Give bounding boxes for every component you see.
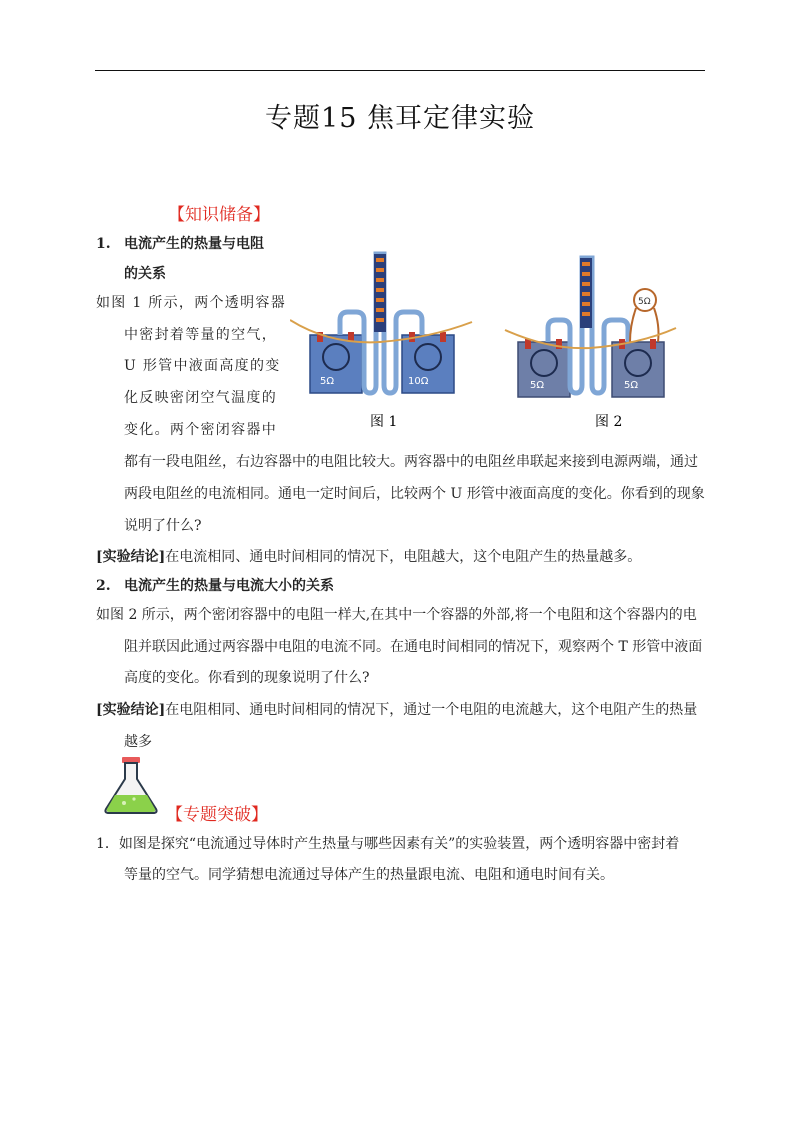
- item1-heading-cont: 的关系: [124, 266, 166, 282]
- fig1-left-label: 5Ω: [320, 376, 335, 387]
- item1-line: 化反映密闭空气温度的: [124, 390, 277, 406]
- item1-line: 说明了什么?: [124, 518, 202, 534]
- item2-line: 阻并联因此通过两容器中电阻的电流不同。在通电时间相同的情况下，观察两个 T 形管中液面: [124, 639, 703, 655]
- item1-line: 中密封着等量的空气，: [124, 327, 277, 343]
- item1-line: 如图 1 所示，两个透明容器: [96, 295, 287, 311]
- figure-2: [505, 258, 676, 430]
- item1-line: 两段电阻丝的电流相同。通电一定时间后，比较两个 U 形管中液面高度的变化。你看到的现象: [124, 486, 705, 502]
- conclusion-text: 在电流相同、通电时间相同的情况下，电阻越大，这个电阻产生的热量越多。: [165, 549, 642, 565]
- conclusion-label: [实验结论]: [96, 702, 166, 718]
- section-heading-knowledge: 【知识储备】: [168, 205, 270, 225]
- question-1-line: 1．如图是探究“电流通过导体时产生热量与哪些因素有关”的实验装置，两个透明容器中密封着: [96, 836, 680, 852]
- fig1-right-label: 10Ω: [408, 376, 429, 387]
- experiment-figure: [290, 250, 680, 440]
- item1-line: U 形管中液面高度的变: [124, 358, 281, 374]
- item2-line: 如图 2 所示，两个密闭容器中的电阻一样大,在其中一个容器的外部,将一个电阻和这个容器内的电: [96, 607, 697, 623]
- item1-number: 1.: [96, 236, 111, 252]
- item2-number: 2.: [96, 578, 111, 594]
- conclusion-text: 在电阻相同、通电时间相同的情况下，通过一个电阻的电流越大，这个电阻产生的热量: [165, 702, 698, 718]
- fig2-left-label: 5Ω: [530, 380, 545, 391]
- fig2-right-label: 5Ω: [624, 380, 639, 391]
- item1-heading: 电流产生的热量与电阻: [124, 236, 264, 252]
- section-heading-breakthrough: 【专题突破】: [166, 805, 268, 825]
- question-1-line: 等量的空气。同学猜想电流通过导体产生的热量跟电流、电阻和通电时间有关。: [124, 867, 614, 883]
- conclusion-label: [实验结论]: [96, 549, 166, 565]
- item1-conclusion: [96, 547, 641, 567]
- fig2-caption: 图 2: [595, 414, 623, 430]
- item2-heading: 电流产生的热量与电流大小的关系: [124, 578, 334, 594]
- item2-line: 高度的变化。你看到的现象说明了什么?: [124, 670, 370, 686]
- header-rule: [95, 70, 705, 71]
- item2-conclusion: [96, 700, 697, 720]
- item1-line: 都有一段电阻丝，右边容器中的电阻比较大。两容器中的电阻丝串联起来接到电源两端，通过: [124, 454, 698, 470]
- fig2-top-label: 5Ω: [638, 297, 651, 307]
- page-title: 专题15 焦耳定律实验: [265, 103, 535, 134]
- item1-line: 变化。两个密闭容器中: [124, 422, 277, 438]
- fig1-caption: 图 1: [370, 414, 398, 430]
- figure-1: [290, 254, 472, 430]
- flask-icon: [100, 755, 162, 817]
- item2-conclusion-cont: 越多: [124, 734, 152, 750]
